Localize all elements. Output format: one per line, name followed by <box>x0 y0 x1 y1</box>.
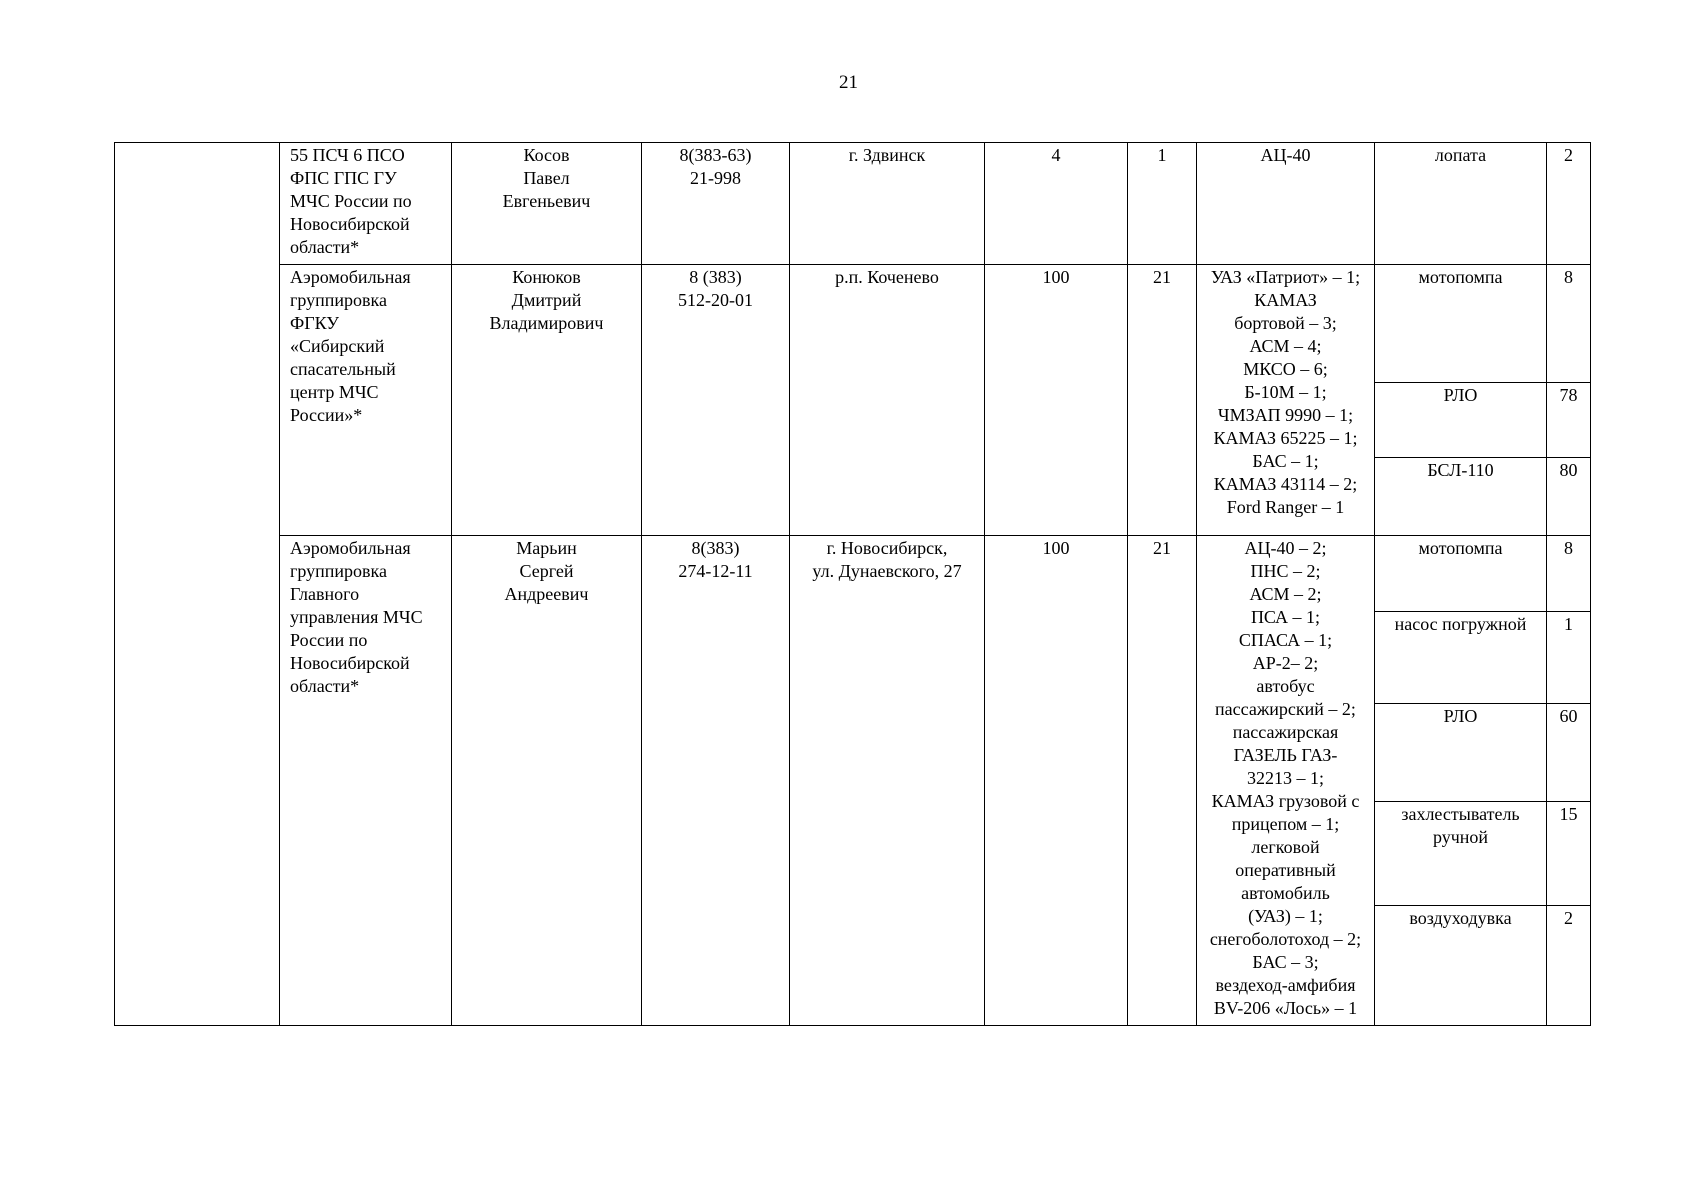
resources-table <box>114 142 1591 1026</box>
cell-text-line: пассажирская <box>1232 722 1339 742</box>
cell-text-line: автобус <box>1256 676 1315 696</box>
cell-text-line: 274-12-11 <box>678 561 753 581</box>
vehicles-cell <box>1197 143 1375 265</box>
cell-text-line: (УАЗ) – 1; <box>1248 906 1323 926</box>
cell-text-line: КАМАЗ <box>1254 290 1317 310</box>
phone-cell <box>642 265 790 536</box>
cell-text-line: Главного <box>290 584 360 604</box>
address-cell <box>790 536 985 1026</box>
cell-text-line: АР-2– 2; <box>1252 653 1319 673</box>
cell-text-line: Марьин <box>516 538 577 558</box>
cell-text-line: 55 ПСЧ 6 ПСО <box>290 145 405 165</box>
cell-text-line: автомобиль <box>1241 883 1330 903</box>
cell-text-line: Косов <box>523 145 570 165</box>
cell-text-line: 8(383) <box>691 538 740 558</box>
cell-text-line: ПСА – 1; <box>1250 607 1321 627</box>
cell-text-line: области* <box>290 676 360 696</box>
cell-text-line: насос погружной <box>1394 614 1527 634</box>
cell-text-line: АСМ – 2; <box>1249 584 1322 604</box>
personnel-count-cell: 4 <box>985 143 1128 265</box>
cell-text-line: воздуходувка <box>1409 908 1512 928</box>
cell-text-line: 8(383-63) <box>679 145 752 165</box>
vehicles-cell <box>1197 536 1375 1026</box>
cell-text-line: России по <box>290 630 368 650</box>
equipment-qty-cell: 2 <box>1547 906 1591 1026</box>
cell-text-line: захлестыватель <box>1401 804 1520 824</box>
equipment-qty-cell: 2 <box>1547 143 1591 265</box>
cell-text-line: оперативный <box>1235 860 1336 880</box>
cell-text-line: пассажирский – 2; <box>1215 699 1356 719</box>
equipment-name-cell <box>1375 143 1547 265</box>
cell-text-line: МЧС России по <box>290 191 412 211</box>
equipment-name-cell <box>1375 704 1547 802</box>
equipment-qty-cell: 8 <box>1547 265 1591 383</box>
personnel-count-cell: 100 <box>985 536 1128 1026</box>
cell-text-line: Новосибирской <box>290 214 410 234</box>
cell-text-line: группировка <box>290 561 388 581</box>
equipment-qty-cell: 78 <box>1547 383 1591 458</box>
cell-text-line: г. Новосибирск, <box>826 538 948 558</box>
cell-text-line: БАС – 3; <box>1252 952 1319 972</box>
cell-text-line: 8 (383) <box>689 267 742 287</box>
units-count-cell: 1 <box>1128 143 1197 265</box>
cell-text-line: ул. Дунаевского, 27 <box>812 561 962 581</box>
cell-text-line: г. Здвинск <box>848 145 926 165</box>
organization-cell <box>280 143 452 265</box>
table-row <box>115 265 1591 383</box>
cell-text-line: лопата <box>1434 145 1487 165</box>
units-count-cell: 21 <box>1128 265 1197 536</box>
cell-text-line: МКСО – 6; <box>1243 359 1328 379</box>
head-name-cell <box>452 265 642 536</box>
cell-text-line: управления МЧС <box>290 607 423 627</box>
cell-text-line: России»* <box>290 405 363 425</box>
cell-text-line: ЧМЗАП 9990 – 1; <box>1217 405 1354 425</box>
equipment-name-cell <box>1375 536 1547 612</box>
cell-text-line: ручной <box>1432 827 1489 847</box>
cell-text-line: БСЛ-110 <box>1427 460 1494 480</box>
address-cell <box>790 265 985 536</box>
cell-text-line: ПНС – 2; <box>1250 561 1321 581</box>
phone-cell <box>642 536 790 1026</box>
cell-text-line: снегоболотоход – 2; <box>1209 929 1362 949</box>
cell-text-line: Конюков <box>512 267 581 287</box>
cell-text-line: РЛО <box>1443 706 1478 726</box>
cell-text-line: Дмитрий <box>511 290 582 310</box>
table-row <box>115 143 1591 265</box>
vehicles-cell <box>1197 265 1375 536</box>
cell-text-line: АСМ – 4; <box>1249 336 1322 356</box>
cell-text-line: Аэромобильная <box>290 538 411 558</box>
cell-text-line: области* <box>290 237 360 257</box>
cell-text-line: Андреевич <box>504 584 589 604</box>
personnel-count-cell: 100 <box>985 265 1128 536</box>
cell-text-line: КАМАЗ 65225 – 1; <box>1213 428 1358 448</box>
cell-text-line: АЦ-40 – 2; <box>1244 538 1327 558</box>
cell-text-line: ФГКУ <box>290 313 340 333</box>
cell-text-line: мотопомпа <box>1418 538 1503 558</box>
cell-text-line: БАС – 1; <box>1252 451 1319 471</box>
head-name-cell <box>452 143 642 265</box>
cell-text-line: Павел <box>523 168 570 188</box>
cell-text-line: спасательный <box>290 359 396 379</box>
cell-text-line: КАМАЗ грузовой с <box>1211 791 1360 811</box>
page-number: 21 <box>839 72 858 93</box>
cell-text-line: «Сибирский <box>290 336 385 356</box>
empty-first-column-cell <box>115 143 280 1026</box>
cell-text-line: ГАЗЕЛЬ ГАЗ- <box>1233 745 1338 765</box>
cell-text-line: РЛО <box>1443 385 1478 405</box>
cell-text-line: СПАСА – 1; <box>1238 630 1333 650</box>
cell-text-line: ФПС ГПС ГУ <box>290 168 397 188</box>
units-count-cell: 21 <box>1128 536 1197 1026</box>
equipment-name-cell <box>1375 383 1547 458</box>
cell-text-line: УАЗ «Патриот» – 1; <box>1210 267 1361 287</box>
cell-text-line: 512-20-01 <box>678 290 753 310</box>
head-name-cell <box>452 536 642 1026</box>
equipment-name-cell <box>1375 906 1547 1026</box>
equipment-qty-cell: 8 <box>1547 536 1591 612</box>
cell-text-line: Аэромобильная <box>290 267 411 287</box>
equipment-name-cell <box>1375 458 1547 536</box>
equipment-name-cell <box>1375 265 1547 383</box>
cell-text-line: BV-206 «Лось» – 1 <box>1213 998 1358 1018</box>
cell-text-line: Евгеньевич <box>502 191 591 211</box>
cell-text-line: Новосибирской <box>290 653 410 673</box>
address-cell <box>790 143 985 265</box>
cell-text-line: р.п. Коченево <box>835 267 939 287</box>
table-body <box>115 143 1591 1026</box>
cell-text-line: Сергей <box>519 561 574 581</box>
cell-text-line: прицепом – 1; <box>1231 814 1340 834</box>
cell-text-line: мотопомпа <box>1418 267 1503 287</box>
phone-cell <box>642 143 790 265</box>
equipment-qty-cell: 80 <box>1547 458 1591 536</box>
cell-text-line: Б-10М – 1; <box>1244 382 1327 402</box>
organization-cell <box>280 265 452 536</box>
cell-text-line: центр МЧС <box>290 382 379 402</box>
cell-text-line: Владимирович <box>489 313 604 333</box>
organization-cell <box>280 536 452 1026</box>
equipment-name-cell <box>1375 612 1547 704</box>
table-row <box>115 536 1591 612</box>
cell-text-line: группировка <box>290 290 388 310</box>
cell-text-line: Ford Ranger – 1 <box>1226 497 1345 517</box>
cell-text-line: вездеход-амфибия <box>1215 975 1356 995</box>
cell-text-line: КАМАЗ 43114 – 2; <box>1213 474 1358 494</box>
equipment-qty-cell: 60 <box>1547 704 1591 802</box>
cell-text-line: 21-998 <box>690 168 741 188</box>
cell-text-line: бортовой – 3; <box>1234 313 1337 333</box>
cell-text-line: 32213 – 1; <box>1246 768 1324 788</box>
equipment-qty-cell: 1 <box>1547 612 1591 704</box>
equipment-name-cell <box>1375 802 1547 906</box>
cell-text-line: АЦ-40 <box>1260 145 1311 165</box>
cell-text-line: легковой <box>1251 837 1320 857</box>
equipment-qty-cell: 15 <box>1547 802 1591 906</box>
